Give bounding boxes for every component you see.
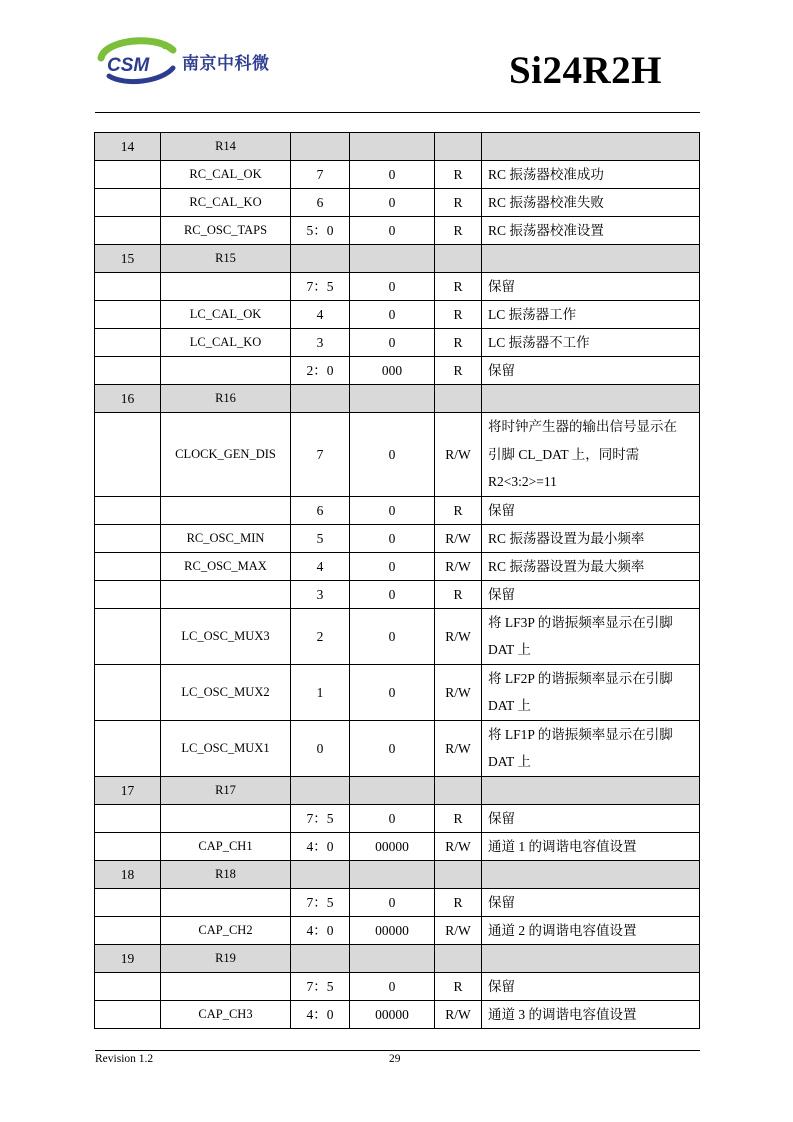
- field-description: 通道 1 的调谐电容值设置: [482, 832, 700, 860]
- register-header-row: [95, 776, 700, 804]
- register-name: R17: [161, 776, 291, 804]
- register-address: 19: [95, 944, 161, 972]
- field-bits: 5：0: [291, 217, 350, 245]
- empty-cell: [95, 189, 161, 217]
- field-access: R/W: [435, 664, 482, 720]
- empty-cell: [350, 385, 435, 413]
- empty-cell: [95, 720, 161, 776]
- empty-cell: [482, 133, 700, 161]
- empty-cell: [95, 413, 161, 497]
- empty-cell: [350, 245, 435, 273]
- register-field-row: [95, 580, 700, 608]
- field-bits: 0: [291, 720, 350, 776]
- empty-cell: [350, 944, 435, 972]
- company-logo: [95, 36, 295, 86]
- field-reset-value: 0: [350, 189, 435, 217]
- product-title: Si24R2H: [508, 49, 662, 92]
- empty-cell: [350, 776, 435, 804]
- empty-cell: [291, 860, 350, 888]
- field-description: 保留: [482, 888, 700, 916]
- empty-cell: [482, 944, 700, 972]
- empty-cell: [95, 217, 161, 245]
- register-field-row: [95, 357, 700, 385]
- empty-cell: [95, 273, 161, 301]
- field-reset-value: 0: [350, 552, 435, 580]
- field-reset-value: 0: [350, 804, 435, 832]
- empty-cell: [95, 301, 161, 329]
- field-bits: 1: [291, 664, 350, 720]
- field-access: R: [435, 217, 482, 245]
- field-bits: 2: [291, 608, 350, 664]
- register-field-row: [95, 329, 700, 357]
- empty-cell: [95, 161, 161, 189]
- field-access: R: [435, 888, 482, 916]
- field-access: R: [435, 301, 482, 329]
- field-bits: 4：0: [291, 832, 350, 860]
- register-header-row: [95, 133, 700, 161]
- register-table: [94, 132, 700, 1029]
- field-name: [161, 804, 291, 832]
- empty-cell: [291, 385, 350, 413]
- field-access: R/W: [435, 552, 482, 580]
- field-name: CAP_CH1: [161, 832, 291, 860]
- field-reset-value: 0: [350, 972, 435, 1000]
- description-line: 将 LF2P 的谐振频率显示在引脚: [488, 670, 673, 686]
- register-field-row: [95, 664, 700, 720]
- field-access: R: [435, 273, 482, 301]
- field-reset-value: 0: [350, 580, 435, 608]
- field-description: RC 振荡器校准成功: [482, 161, 700, 189]
- register-field-row: [95, 608, 700, 664]
- field-name: RC_CAL_OK: [161, 161, 291, 189]
- register-field-row: [95, 804, 700, 832]
- empty-cell: [435, 944, 482, 972]
- field-bits: 2：0: [291, 357, 350, 385]
- empty-cell: [291, 245, 350, 273]
- register-field-row: [95, 273, 700, 301]
- register-field-row: [95, 189, 700, 217]
- field-description: 保留: [482, 273, 700, 301]
- field-reset-value: 0: [350, 888, 435, 916]
- empty-cell: [95, 664, 161, 720]
- field-name: LC_CAL_KO: [161, 329, 291, 357]
- field-bits: 7: [291, 413, 350, 497]
- field-description: RC 振荡器设置为最大频率: [482, 552, 700, 580]
- company-name: 南京中科微: [182, 54, 270, 74]
- description-line: 将 LF3P 的谐振频率显示在引脚: [488, 614, 673, 630]
- field-description: 保留: [482, 804, 700, 832]
- field-name: [161, 273, 291, 301]
- empty-cell: [95, 972, 161, 1000]
- field-bits: 6: [291, 496, 350, 524]
- field-bits: 4: [291, 301, 350, 329]
- page-header: [95, 30, 700, 112]
- field-name: LC_OSC_MUX3: [161, 608, 291, 664]
- register-field-row: [95, 552, 700, 580]
- field-name: CLOCK_GEN_DIS: [161, 413, 291, 497]
- empty-cell: [95, 916, 161, 944]
- field-bits: 6: [291, 189, 350, 217]
- empty-cell: [95, 524, 161, 552]
- field-access: R/W: [435, 413, 482, 497]
- empty-cell: [435, 860, 482, 888]
- register-header-row: [95, 245, 700, 273]
- field-description: [482, 608, 700, 664]
- register-header-row: [95, 385, 700, 413]
- empty-cell: [291, 776, 350, 804]
- field-access: R: [435, 804, 482, 832]
- field-name: LC_CAL_OK: [161, 301, 291, 329]
- field-reset-value: 0: [350, 413, 435, 497]
- field-access: R: [435, 580, 482, 608]
- field-bits: 7: [291, 161, 350, 189]
- field-reset-value: 000: [350, 357, 435, 385]
- csm-logo-icon: [95, 36, 181, 86]
- field-description: LC 振荡器工作: [482, 301, 700, 329]
- field-access: R: [435, 189, 482, 217]
- field-name: RC_OSC_TAPS: [161, 217, 291, 245]
- register-field-row: [95, 1000, 700, 1028]
- empty-cell: [95, 804, 161, 832]
- empty-cell: [435, 385, 482, 413]
- field-name: LC_OSC_MUX2: [161, 664, 291, 720]
- empty-cell: [291, 944, 350, 972]
- register-address: 14: [95, 133, 161, 161]
- field-reset-value: 0: [350, 217, 435, 245]
- register-field-row: [95, 413, 700, 497]
- empty-cell: [350, 133, 435, 161]
- empty-cell: [95, 580, 161, 608]
- register-field-row: [95, 832, 700, 860]
- register-field-row: [95, 720, 700, 776]
- field-bits: 7：5: [291, 972, 350, 1000]
- field-reset-value: 0: [350, 496, 435, 524]
- field-name: [161, 888, 291, 916]
- field-bits: 4: [291, 552, 350, 580]
- register-name: R18: [161, 860, 291, 888]
- field-access: R/W: [435, 524, 482, 552]
- field-bits: 7：5: [291, 804, 350, 832]
- empty-cell: [95, 1000, 161, 1028]
- empty-cell: [95, 357, 161, 385]
- field-access: R: [435, 972, 482, 1000]
- empty-cell: [95, 888, 161, 916]
- field-name: [161, 496, 291, 524]
- field-bits: 4：0: [291, 1000, 350, 1028]
- field-description: 保留: [482, 580, 700, 608]
- field-access: R: [435, 329, 482, 357]
- description-line: 将时钟产生器的输出信号显示在: [488, 419, 677, 434]
- field-access: R/W: [435, 916, 482, 944]
- field-access: R: [435, 161, 482, 189]
- description-line: DAT 上: [488, 754, 531, 769]
- field-access: R: [435, 357, 482, 385]
- empty-cell: [95, 329, 161, 357]
- field-description: LC 振荡器不工作: [482, 329, 700, 357]
- empty-cell: [482, 385, 700, 413]
- field-name: CAP_CH2: [161, 916, 291, 944]
- field-description: 保留: [482, 972, 700, 1000]
- footer-revision: Revision 1.2: [95, 1053, 154, 1065]
- description-line: R2<3:2>=11: [488, 474, 557, 489]
- field-reset-value: 0: [350, 608, 435, 664]
- field-name: CAP_CH3: [161, 1000, 291, 1028]
- empty-cell: [482, 245, 700, 273]
- field-reset-value: 00000: [350, 832, 435, 860]
- field-access: R: [435, 496, 482, 524]
- field-reset-value: 0: [350, 301, 435, 329]
- register-field-row: [95, 161, 700, 189]
- field-reset-value: 0: [350, 161, 435, 189]
- field-reset-value: 00000: [350, 1000, 435, 1028]
- field-description: 通道 3 的调谐电容值设置: [482, 1000, 700, 1028]
- field-access: R/W: [435, 1000, 482, 1028]
- empty-cell: [95, 496, 161, 524]
- empty-cell: [435, 776, 482, 804]
- field-description: [482, 720, 700, 776]
- register-header-row: [95, 860, 700, 888]
- empty-cell: [482, 776, 700, 804]
- empty-cell: [482, 860, 700, 888]
- register-field-row: [95, 524, 700, 552]
- field-name: [161, 357, 291, 385]
- field-reset-value: 0: [350, 524, 435, 552]
- register-field-row: [95, 496, 700, 524]
- field-description: 保留: [482, 496, 700, 524]
- empty-cell: [435, 245, 482, 273]
- register-field-row: [95, 301, 700, 329]
- field-description: RC 振荡器设置为最小频率: [482, 524, 700, 552]
- empty-cell: [95, 832, 161, 860]
- footer-divider: [95, 1050, 700, 1051]
- description-line: 引脚 CL_DAT 上，同时需: [488, 446, 640, 462]
- field-reset-value: 0: [350, 273, 435, 301]
- description-line: DAT 上: [488, 642, 531, 657]
- field-description: [482, 413, 700, 497]
- field-access: R/W: [435, 720, 482, 776]
- field-description: 保留: [482, 357, 700, 385]
- field-bits: 7：5: [291, 888, 350, 916]
- register-address: 15: [95, 245, 161, 273]
- field-bits: 5: [291, 524, 350, 552]
- register-name: R14: [161, 133, 291, 161]
- field-reset-value: 0: [350, 664, 435, 720]
- field-name: LC_OSC_MUX1: [161, 720, 291, 776]
- empty-cell: [95, 608, 161, 664]
- field-bits: 4：0: [291, 916, 350, 944]
- register-address: 18: [95, 860, 161, 888]
- register-field-row: [95, 972, 700, 1000]
- field-access: R/W: [435, 608, 482, 664]
- register-address: 16: [95, 385, 161, 413]
- field-reset-value: 00000: [350, 916, 435, 944]
- field-reset-value: 0: [350, 329, 435, 357]
- register-address: 17: [95, 776, 161, 804]
- header-divider: [95, 112, 700, 113]
- field-description: RC 振荡器校准设置: [482, 217, 700, 245]
- register-name: R16: [161, 385, 291, 413]
- register-name: R15: [161, 245, 291, 273]
- field-name: [161, 580, 291, 608]
- field-name: RC_OSC_MAX: [161, 552, 291, 580]
- field-description: [482, 664, 700, 720]
- field-name: RC_OSC_MIN: [161, 524, 291, 552]
- field-name: [161, 972, 291, 1000]
- register-field-row: [95, 217, 700, 245]
- field-bits: 7：5: [291, 273, 350, 301]
- empty-cell: [350, 860, 435, 888]
- field-name: RC_CAL_KO: [161, 189, 291, 217]
- register-header-row: [95, 944, 700, 972]
- field-reset-value: 0: [350, 720, 435, 776]
- field-description: RC 振荡器校准失败: [482, 189, 700, 217]
- field-bits: 3: [291, 329, 350, 357]
- register-name: R19: [161, 944, 291, 972]
- field-bits: 3: [291, 580, 350, 608]
- field-description: 通道 2 的调谐电容值设置: [482, 916, 700, 944]
- empty-cell: [435, 133, 482, 161]
- field-access: R/W: [435, 832, 482, 860]
- description-line: DAT 上: [488, 698, 531, 713]
- description-line: 将 LF1P 的谐振频率显示在引脚: [488, 726, 673, 742]
- empty-cell: [95, 552, 161, 580]
- register-field-row: [95, 916, 700, 944]
- empty-cell: [291, 133, 350, 161]
- page-number: 29: [389, 1053, 401, 1065]
- logo-text: CSM: [107, 55, 150, 76]
- register-field-row: [95, 888, 700, 916]
